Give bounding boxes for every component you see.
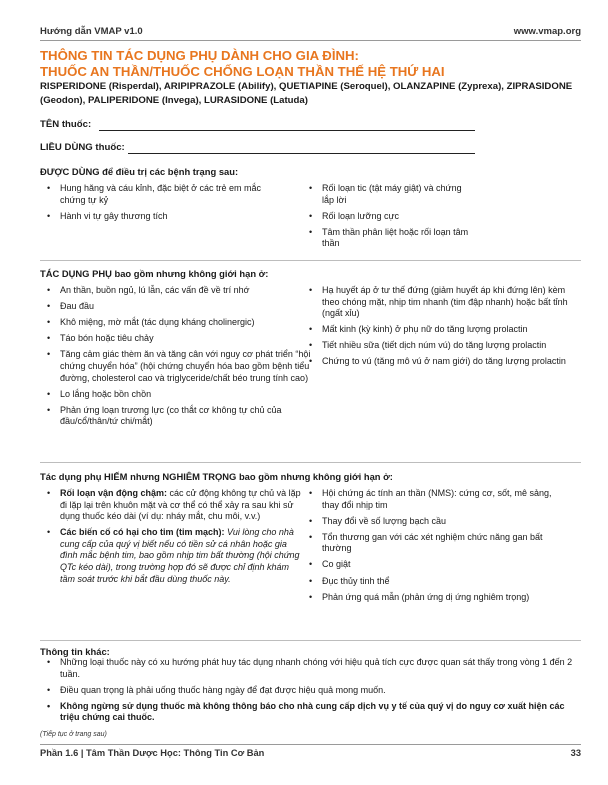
list-item: • Chứng to vú (tăng mô vú ở nam giới) do tăng lượng prolactin	[306, 356, 568, 368]
list-item: • Khô miệng, mờ mắt (tác dụng kháng cholinergic)	[44, 317, 314, 329]
page-title	[40, 48, 580, 79]
withdrawal-warning: • Không ngừng sử dụng thuốc mà không thông báo cho nhà cung cấp dịch vụ y tế của quý vị do nguy cơ xuất hiện các triệu chứng cai thuốc.	[44, 701, 574, 724]
list-item: • Thay đổi về số lượng bạch cầu	[306, 516, 568, 528]
title-line-2: THUỐC AN THẦN/THUỐC CHỐNG LOẠN THẦN THẾ HỆ THỨ HAI	[40, 63, 445, 79]
used-for-heading: ĐƯỢC DÙNG để điều trị các bệnh trạng sau:	[40, 166, 239, 177]
tardive-dyskinesia-text: các cử động không tự chủ và lặp đi lặp lại trên khuôn mặt và cơ thể có thể xảy ra sau khi sử dụng thuốc kéo dài (ví dụ: nháy mắt, chu môi, v.v.)	[60, 488, 301, 522]
serious-left-list	[44, 488, 306, 590]
list-item: • Phản ứng loạn trương lực (co thắt cơ không tự chủ của đầu/cổ/thân/tứ chi/mắt)	[44, 405, 314, 428]
header-guide-title: Hướng dẫn VMAP v1.0	[40, 26, 143, 37]
other-info-list	[44, 657, 574, 728]
list-item: • Hội chứng ác tính an thần (NMS): cứng cơ, sốt, mê sảng, thay đổi nhịp tim	[306, 488, 568, 511]
list-item: • Phản ứng quá mẫn (phản ứng dị ứng nghiêm trọng)	[306, 592, 568, 604]
list-item: • Rối loạn tic (tật máy giật) và chứng lắp lời	[306, 183, 476, 206]
header-divider	[40, 40, 581, 41]
serious-effects-heading: Tác dụng phụ HIẾM nhưng NGHIÊM TRỌNG bao gồm nhưng không giới hạn ở:	[40, 471, 393, 482]
list-item: • Những loại thuốc này có xu hướng phát huy tác dụng nhanh chóng với hiệu quả tích cực được quan sát thấy trong vòng 1 đến 2 tuần.	[44, 657, 574, 680]
list-item: • Mất kinh (kỳ kinh) ở phụ nữ do tăng lượng prolactin	[306, 324, 568, 336]
drug-list: RISPERIDONE (Risperdal), ARIPIPRAZOLE (Abilify), QUETIAPINE (Seroquel), OLANZAPINE (Zyprexa), ZIPRASIDONE (Geodon), PALIPERIDONE (Invega), LURASIDONE (Latuda)	[40, 81, 573, 106]
list-item: • Rối loạn lưỡng cực	[306, 211, 476, 223]
page-header	[40, 26, 581, 40]
dose-field[interactable]	[128, 153, 475, 154]
cardiac-events-term: Các biến cố có hại cho tim (tim mạch):	[60, 527, 225, 538]
side-effects-heading: TÁC DỤNG PHỤ bao gồm nhưng không giới hạn ở:	[40, 268, 269, 279]
drug-name-field[interactable]	[99, 130, 475, 131]
list-item: • An thần, buồn ngủ, lú lẫn, các vấn đề về trí nhớ	[44, 285, 314, 297]
dose-label: LIỀU DÙNG thuốc:	[40, 142, 125, 153]
continued-note: (Tiếp tục ở trang sau)	[40, 731, 107, 738]
section-divider	[40, 640, 581, 641]
list-item: • Co giật	[306, 559, 568, 571]
section-divider	[40, 462, 581, 463]
list-item: • Tổn thương gan với các xét nghiệm chức năng gan bất thường	[306, 532, 568, 555]
list-item: • Táo bón hoặc tiêu chảy	[44, 333, 314, 345]
section-divider	[40, 260, 581, 261]
tardive-dyskinesia-term: Rối loạn vận động chậm:	[60, 488, 168, 498]
header-website: www.vmap.org	[513, 26, 581, 37]
title-line-1: THÔNG TIN TÁC DỤNG PHỤ DÀNH CHO GIA ĐÌNH:	[40, 48, 359, 63]
serious-right-list	[306, 488, 568, 608]
list-item: • Đục thủy tinh thể	[306, 576, 568, 588]
side-effects-right-list	[306, 285, 568, 373]
page-footer	[40, 748, 581, 758]
footer-divider	[40, 744, 581, 745]
list-item: • Tăng cảm giác thèm ăn và tăng cân với nguy cơ phát triển “hội chứng chuyển hóa” (hội chứng chuyển hóa bao gồm bệnh tiểu đường, cholesterol cao và triglyceride/chất béo trung tính cao)	[44, 349, 314, 384]
list-item: • Đau đầu	[44, 301, 314, 313]
list-item: • Hung hăng và cáu kỉnh, đặc biệt ở các trẻ em mắc chứng tự kỷ	[44, 183, 284, 206]
used-for-left-list	[44, 183, 284, 227]
used-for-right-list	[306, 183, 476, 254]
list-item: • Hành vi tự gây thương tích	[44, 211, 284, 223]
side-effects-left-list	[44, 285, 314, 432]
list-item: • Điều quan trọng là phải uống thuốc hàng ngày để đạt được hiệu quả mong muốn.	[44, 685, 574, 697]
list-item: • Tiết nhiều sữa (tiết dịch núm vú) do tăng lượng prolactin	[306, 340, 568, 352]
page-number: 33	[570, 748, 581, 758]
list-item	[44, 488, 306, 523]
drug-name-label: TÊN thuốc:	[40, 119, 92, 130]
list-item: • Hạ huyết áp ở tư thế đứng (giảm huyết áp khi đứng lên) kèm theo chóng mặt, nhịp tim nhanh (tim đập nhanh) hoặc bất tỉnh (ngất xỉu)	[306, 285, 568, 320]
cardiac-events-text: Vui lòng cho nhà cung cấp của quý vị biết nếu có tiền sử cá nhân hoặc gia đình mắc bệnh tim, bao gồm nhịp tim bất thường (hội chứng QTc kéo dài), trong trường hợp đó sẽ được chỉ định khám tầm soát trước khi bắt đầu dùng thuốc này.	[60, 527, 300, 584]
footer-section-title: Phần 1.6 | Tâm Thần Dược Học: Thông Tin Cơ Bản	[40, 748, 265, 758]
list-item: • Lo lắng hoặc bồn chồn	[44, 389, 314, 401]
other-info-heading: Thông tin khác:	[40, 646, 110, 657]
list-item: • Tâm thần phân liệt hoặc rối loạn tâm thần	[306, 227, 476, 250]
list-item	[44, 527, 306, 585]
